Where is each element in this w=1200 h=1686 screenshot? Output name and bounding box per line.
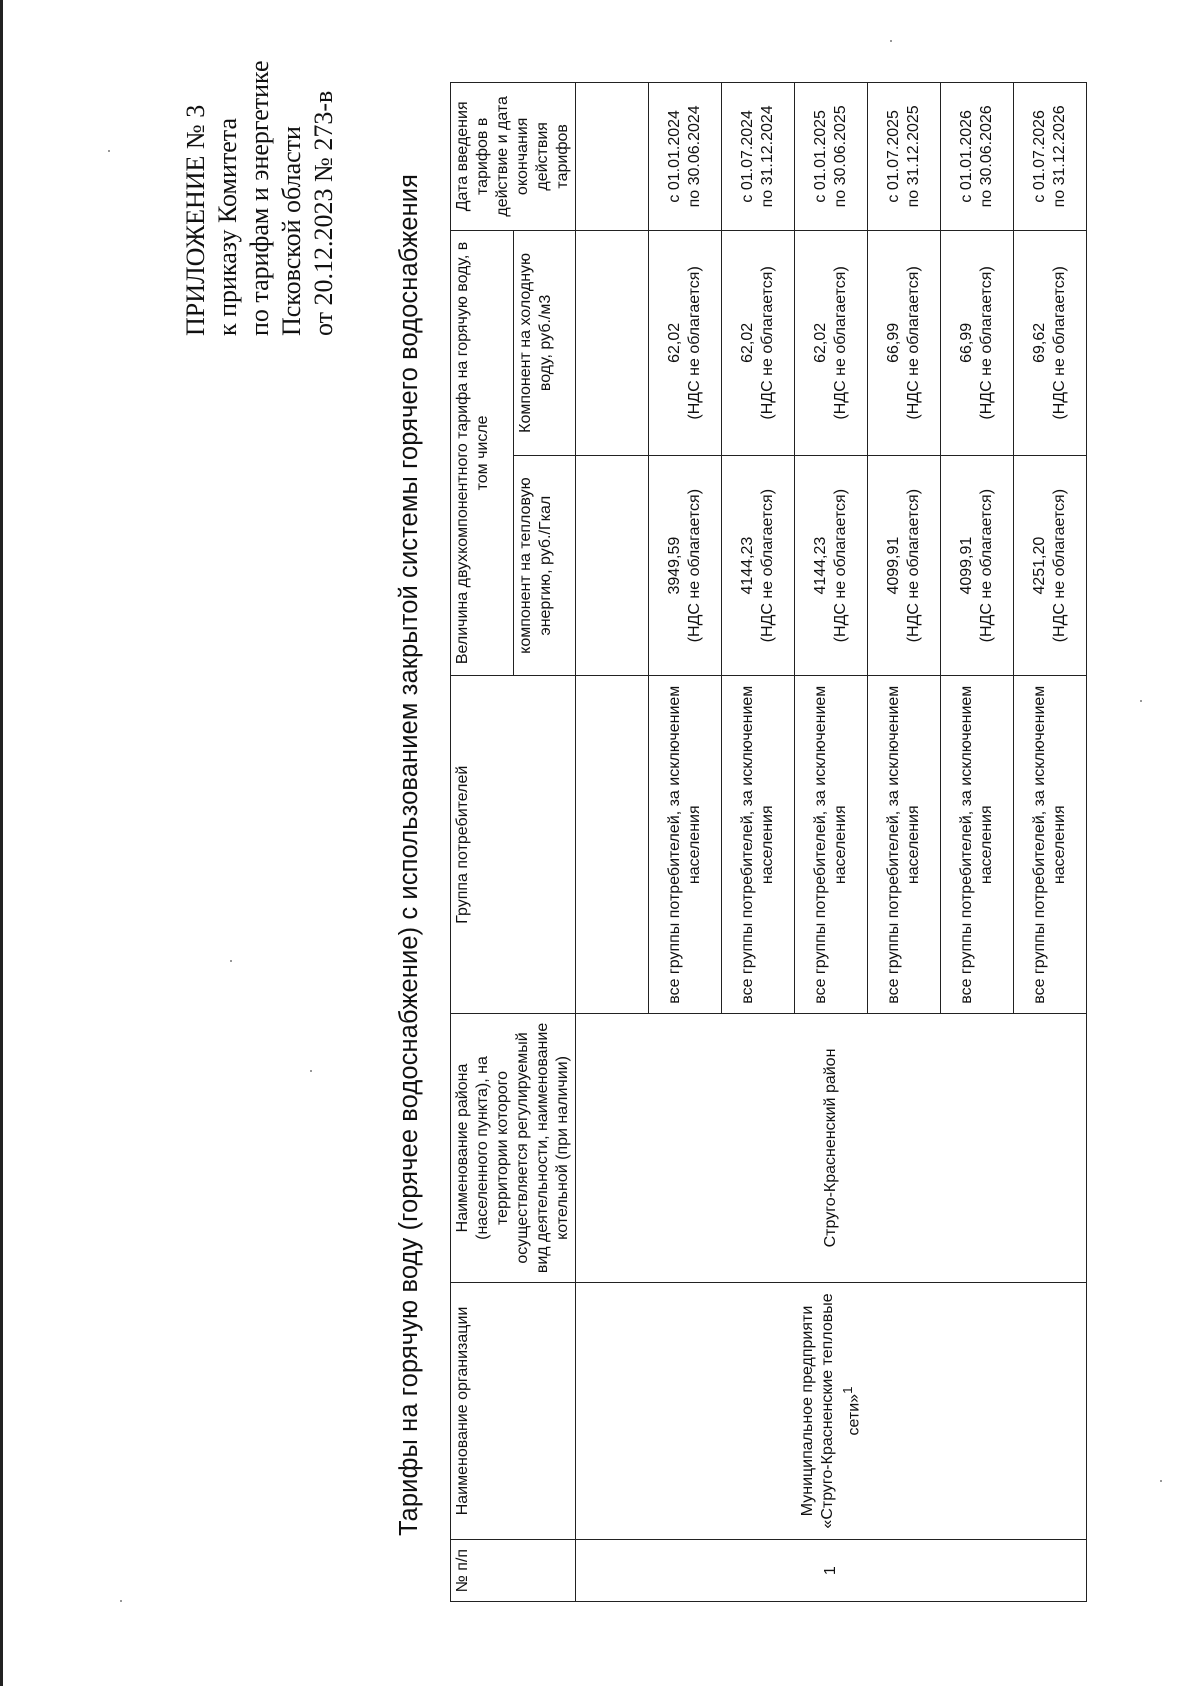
- vat-note: (НДС не облагается): [832, 266, 849, 420]
- heat-value: 4144,23: [812, 536, 829, 595]
- heat-component-cell: [1014, 456, 1087, 676]
- header-tariff: Величина двухкомпонентного тарифа на горячую воду, в том числе: [451, 230, 514, 675]
- cold-component-cell: [868, 230, 941, 455]
- heat-component-cell: [722, 456, 795, 676]
- heat-component-cell: [868, 456, 941, 676]
- date-from: с 01.01.2024: [666, 110, 683, 203]
- date-range-cell: [795, 83, 868, 231]
- document-title: Тарифы на горячую воду (горячее водоснабжение) с использованием закрытой системы горячего водоснабжения: [395, 173, 423, 1536]
- heat-component-cell: [941, 456, 1014, 676]
- spacer-cell: [576, 456, 649, 676]
- date-from: с 01.07.2026: [1031, 110, 1048, 203]
- organization-name-text: Муниципальное предприяти «Струго-Красненские тепловые сети»: [798, 1293, 863, 1529]
- header-group: Группа потребителей: [451, 676, 576, 1014]
- date-from: с 01.01.2025: [812, 110, 829, 203]
- scan-speck: [120, 1600, 122, 1602]
- appendix-line: от 20.12.2023 № 273-в: [309, 90, 338, 336]
- date-to: по 31.12.2025: [905, 105, 922, 208]
- cold-value: 66,99: [885, 322, 902, 363]
- cold-value: 69,62: [1031, 322, 1048, 363]
- consumer-group: все группы потребителей, за исключением населения: [649, 676, 722, 1014]
- appendix-line: Псковской области: [277, 126, 306, 336]
- header-heat-component: компонент на тепловую энергию, руб./Гкал: [513, 456, 576, 676]
- appendix-line: по тарифам и энергетике: [245, 60, 274, 336]
- consumer-group: все группы потребителей, за исключением населения: [722, 676, 795, 1014]
- organization-name: [576, 1282, 1087, 1540]
- vat-note: (НДС не облагается): [978, 488, 995, 643]
- date-to: по 31.12.2026: [1051, 105, 1068, 208]
- date-to: по 30.06.2024: [686, 105, 703, 208]
- header-num: № п/п: [451, 1540, 576, 1602]
- vat-note: (НДС не облагается): [905, 266, 922, 420]
- cold-value: 62,02: [666, 322, 683, 363]
- date-range-cell: [868, 83, 941, 231]
- tariff-table: [450, 82, 1087, 1602]
- vat-note: (НДС не облагается): [832, 488, 849, 643]
- appendix-line: ПРИЛОЖЕНИЕ № 3: [181, 104, 210, 336]
- date-range-cell: [1014, 83, 1087, 231]
- appendix-header: [180, 60, 340, 336]
- vat-note: (НДС не облагается): [686, 266, 703, 420]
- cold-value: 66,99: [958, 322, 975, 363]
- date-to: по 31.12.2024: [759, 105, 776, 208]
- scan-speck: [1140, 700, 1142, 702]
- spacer-cell: [576, 230, 649, 455]
- date-to: по 30.06.2025: [832, 105, 849, 208]
- scan-speck: [890, 40, 892, 42]
- date-range-cell: [722, 83, 795, 231]
- consumer-group: все группы потребителей, за исключением населения: [941, 676, 1014, 1014]
- vat-note: (НДС не облагается): [1051, 266, 1068, 420]
- vat-note: (НДС не облагается): [759, 266, 776, 420]
- appendix-line: к приказу Комитета: [213, 117, 242, 336]
- heat-value: 3949,59: [666, 536, 683, 595]
- cold-component-cell: [795, 230, 868, 455]
- cold-component-cell: [722, 230, 795, 455]
- consumer-group: все группы потребителей, за исключением населения: [868, 676, 941, 1014]
- date-to: по 30.06.2026: [978, 105, 995, 208]
- scan-speck: [1160, 1480, 1162, 1482]
- heat-component-cell: [795, 456, 868, 676]
- vat-note: (НДС не облагается): [905, 488, 922, 643]
- cold-value: 62,02: [739, 322, 756, 363]
- date-from: с 01.07.2024: [739, 110, 756, 203]
- vat-note: (НДС не облагается): [759, 488, 776, 643]
- scan-speck: [310, 1070, 312, 1072]
- consumer-group: все группы потребителей, за исключением населения: [1014, 676, 1087, 1014]
- vat-note: (НДС не облагается): [686, 488, 703, 643]
- date-range-cell: [941, 83, 1014, 231]
- scan-speck: [230, 960, 232, 962]
- vat-note: (НДС не облагается): [1051, 488, 1068, 643]
- row-number: 1: [576, 1540, 1087, 1602]
- heat-value: 4099,91: [885, 536, 902, 595]
- date-range-cell: [649, 83, 722, 231]
- cold-component-cell: [649, 230, 722, 455]
- header-district: Наименование района (населенного пункта), на территории которого осуществляется регулируемый вид деятельности, наименование котельной (при наличии): [451, 1014, 576, 1282]
- heat-value: 4099,91: [958, 536, 975, 595]
- consumer-group: все группы потребителей, за исключением населения: [795, 676, 868, 1014]
- spacer-cell: [576, 676, 649, 1014]
- date-from: с 01.01.2026: [958, 110, 975, 203]
- cold-value: 62,02: [812, 322, 829, 363]
- header-org: Наименование организации: [451, 1282, 576, 1540]
- header-cold-component: Компонент на холодную воду, руб./м3: [513, 230, 576, 455]
- heat-value: 4144,23: [739, 536, 756, 595]
- cold-component-cell: [1014, 230, 1087, 455]
- header-dates: Дата введения тарифов в действие и дата окончания действия тарифов: [451, 83, 576, 231]
- footnote-mark: 1: [839, 1386, 855, 1394]
- scan-speck: [108, 150, 110, 152]
- heat-component-cell: [649, 456, 722, 676]
- date-from: с 01.07.2025: [885, 110, 902, 203]
- spacer-cell: [576, 83, 649, 231]
- district-name: Струго-Красненский район: [576, 1014, 1087, 1282]
- heat-value: 4251,20: [1031, 536, 1048, 595]
- cold-component-cell: [941, 230, 1014, 455]
- vat-note: (НДС не облагается): [978, 266, 995, 420]
